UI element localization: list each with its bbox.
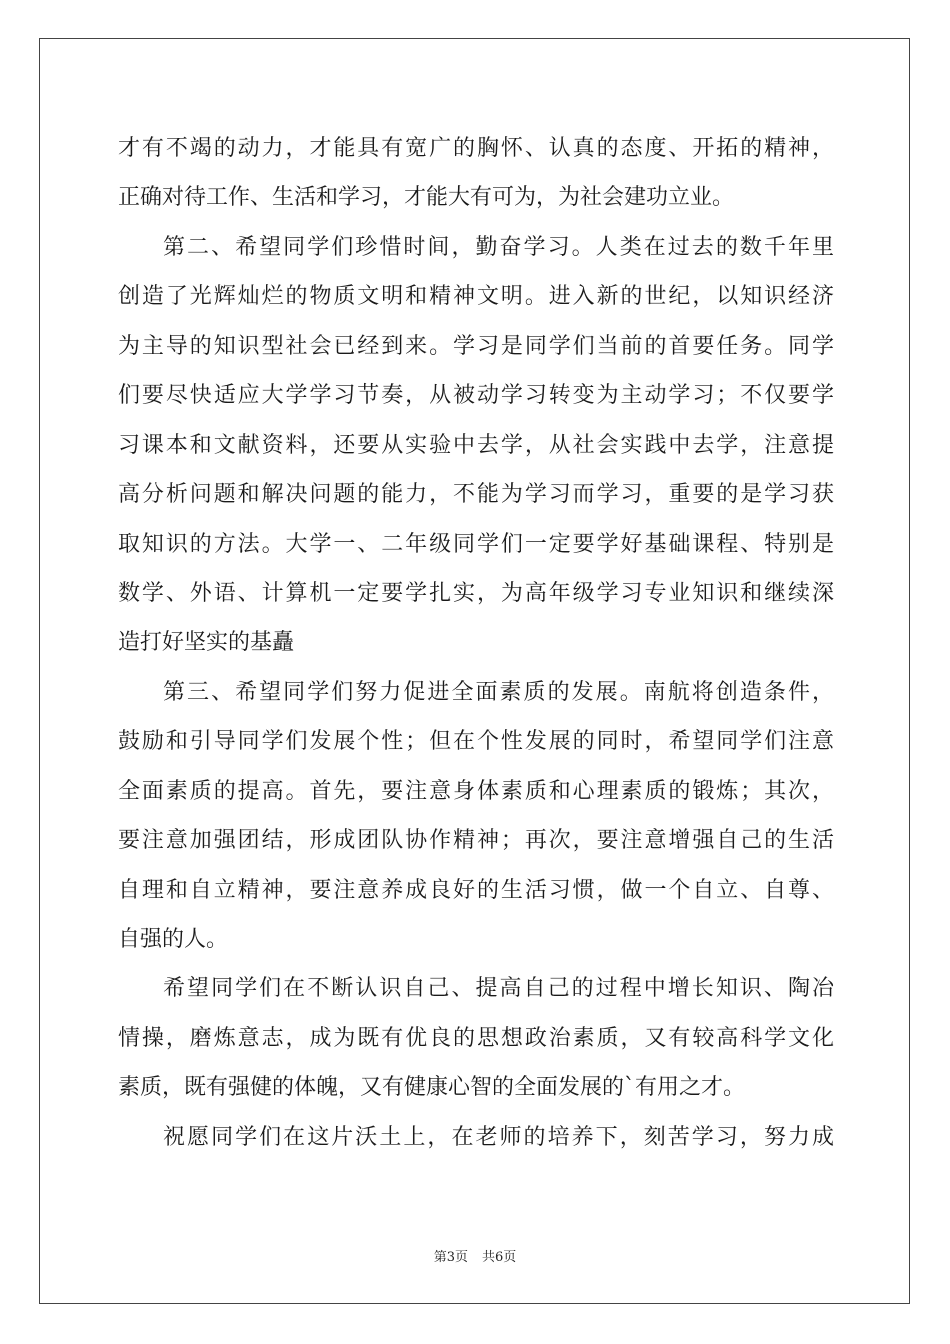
text-line: 素质，既有强健的体魄，又有健康心智的全面发展的`有用之才。 [118, 1075, 746, 1101]
text-line: 鼓励和引导同学们发展个性；但在个性发展的同时，希望同学们注意 [118, 729, 834, 755]
text-line: 取知识的方法。大学一、二年级同学们一定要学好基础课程、特别是 [118, 531, 834, 557]
text-line: 正确对待工作、生活和学习，才能大有可为，为社会建功立业。 [118, 185, 735, 211]
text-line: 才有不竭的动力，才能具有宽广的胸怀、认真的态度、开拓的精神， [118, 136, 834, 161]
text-line: 高分析问题和解决问题的能力，不能为学习而学习，重要的是学习获 [118, 482, 834, 508]
page-footer [0, 1246, 950, 1265]
text-line: 们要尽快适应大学学习节奏，从被动学习转变为主动学习；不仅要学 [118, 383, 834, 409]
paragraph-first-line: 第三、希望同学们努力促进全面素质的发展。南航将创造条件， [163, 679, 834, 705]
paragraph-first-line: 祝愿同学们在这片沃土上，在老师的培养下，刻苦学习，努力成 [163, 1124, 834, 1150]
page-total: 共6页 [482, 1250, 517, 1265]
paragraph-first-line: 希望同学们在不断认识自己、提高自己的过程中增长知识、陶冶 [163, 976, 834, 1002]
text-line: 自理和自立精神，要注意养成良好的生活习惯，做一个自立、自尊、 [118, 877, 834, 903]
document-body [118, 124, 834, 1162]
text-line: 全面素质的提高。首先，要注意身体素质和心理素质的锻炼；其次， [118, 778, 834, 804]
paragraph-first-line: 第二、希望同学们珍惜时间，勤奋学习。人类在过去的数千年里 [163, 234, 834, 260]
text-line: 数学、外语、计算机一定要学扎实，为高年级学习专业知识和继续深 [118, 580, 834, 606]
text-line: 习课本和文献资料，还要从实验中去学，从社会实践中去学，注意提 [118, 432, 834, 458]
page-number: 第3页 [433, 1250, 468, 1265]
text-line: 造打好坚实的基矗 [118, 630, 295, 656]
text-line: 情操，磨炼意志，成为既有优良的思想政治素质，又有较高科学文化 [118, 1025, 834, 1051]
text-line: 为主导的知识型社会已经到来。学习是同学们当前的首要任务。同学 [118, 333, 834, 359]
text-line: 自强的人。 [118, 927, 229, 952]
text-line: 要注意加强团结，形成团队协作精神；再次，要注意增强自己的生活 [118, 828, 834, 854]
text-line: 创造了光辉灿烂的物质文明和精神文明。进入新的世纪，以知识经济 [118, 284, 834, 310]
